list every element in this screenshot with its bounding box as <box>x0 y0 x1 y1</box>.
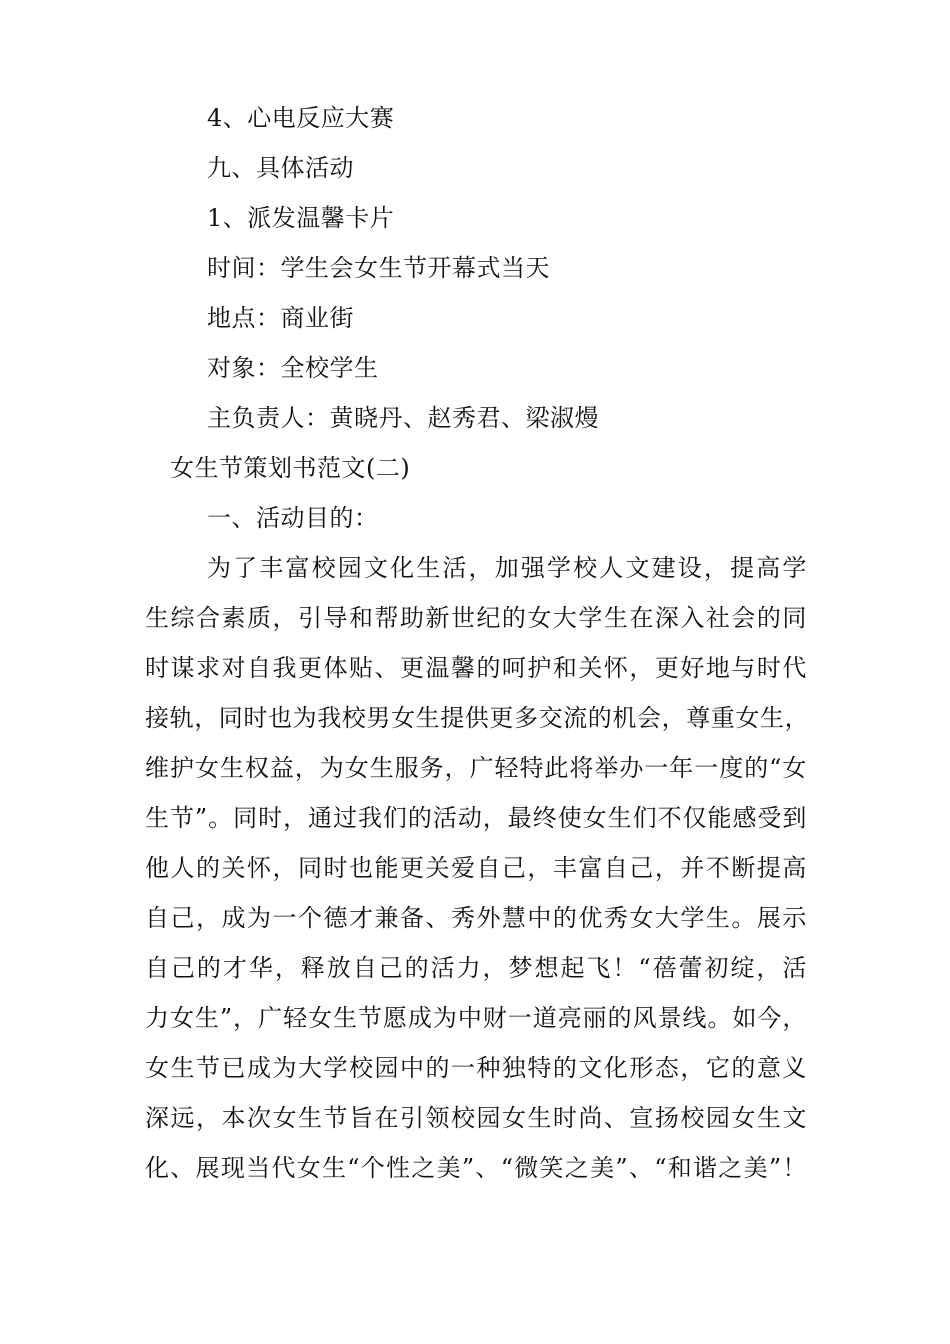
paragraph-line: 自己，成为一个德才兼备、秀外慧中的优秀女大学生。展示 <box>145 904 807 932</box>
detail-owner: 主负责人：黄晓丹、赵秀君、梁淑熳 <box>207 404 599 432</box>
list-item-competition: 4、心电反应大赛 <box>207 104 395 132</box>
paragraph-line: 化、展现当代女生“个性之美”、“微笑之美”、“和谐之美”！ <box>145 1154 807 1182</box>
section-title: 女生节策划书范文(二) <box>170 454 411 482</box>
paragraph-line: 为了丰富校园文化生活，加强学校人文建设，提高学 <box>207 554 807 582</box>
paragraph-line: 他人的关怀，同时也能更关爱自己，丰富自己，并不断提高 <box>145 854 807 882</box>
section-heading-activities: 九、具体活动 <box>207 154 354 182</box>
paragraph-line: 力女生”，广轻女生节愿成为中财一道亮丽的风景线。如今， <box>145 1004 807 1032</box>
subheading-purpose: 一、活动目的： <box>207 504 379 532</box>
detail-audience: 对象：全校学生 <box>207 354 379 382</box>
paragraph-line: 生节”。同时，通过我们的活动，最终使女生们不仅能感受到 <box>145 804 807 832</box>
detail-time: 时间：学生会女生节开幕式当天 <box>207 254 550 282</box>
paragraph-line: 时谋求对自我更体贴、更温馨的呵护和关怀，更好地与时代 <box>145 654 807 682</box>
paragraph-line: 维护女生权益，为女生服务，广轻特此将举办一年一度的“女 <box>145 754 807 782</box>
paragraph-line: 深远，本次女生节旨在引领校园女生时尚、宣扬校园女生文 <box>145 1104 807 1132</box>
paragraph-line: 女生节已成为大学校园中的一种独特的文化形态，它的意义 <box>145 1054 807 1082</box>
paragraph-line: 自己的才华，释放自己的活力，梦想起飞！“蓓蕾初绽，活 <box>145 954 807 982</box>
paragraph-line: 接轨，同时也为我校男女生提供更多交流的机会，尊重女生， <box>145 704 810 732</box>
paragraph-line: 生综合素质，引导和帮助新世纪的女大学生在深入社会的同 <box>145 604 807 632</box>
detail-location: 地点：商业街 <box>207 304 354 332</box>
list-item-cards: 1、派发温馨卡片 <box>207 204 395 232</box>
